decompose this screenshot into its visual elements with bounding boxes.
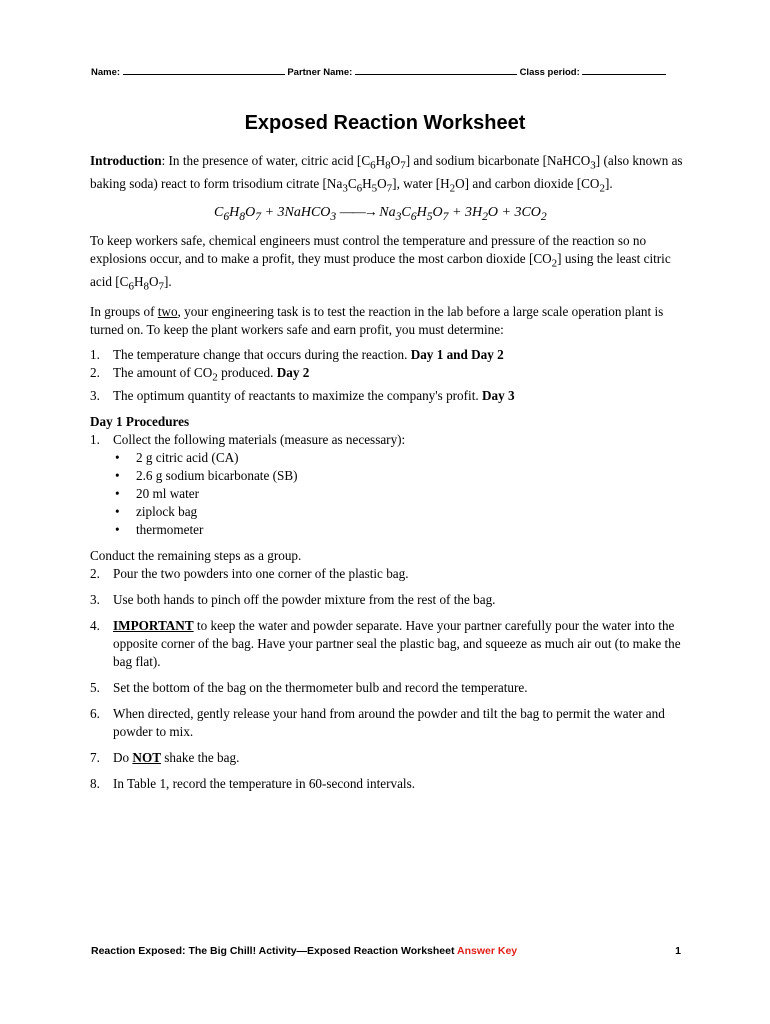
intro-text: ]. xyxy=(604,175,613,191)
bullet-icon: • xyxy=(115,468,120,483)
objective-text: The amount of CO xyxy=(113,365,213,381)
name-blank[interactable] xyxy=(123,65,285,75)
item-number: 5. xyxy=(90,680,100,695)
class-period-blank[interactable] xyxy=(582,65,666,75)
name-label: Name: xyxy=(91,67,121,78)
material-text: 2 g citric acid (CA) xyxy=(136,450,239,465)
intro-text: ] and sodium bicarbonate [NaHCO xyxy=(405,153,591,168)
intro-text: O] and carbon dioxide [CO xyxy=(455,175,600,191)
procedure-step-5 xyxy=(90,679,690,697)
step-text: Use both hands to pinch off the powder mixture from the rest of the bag. xyxy=(113,592,496,607)
item-number: 6. xyxy=(90,706,100,721)
material-text: ziplock bag xyxy=(136,504,198,519)
subscript: 2 xyxy=(212,372,218,384)
bullet-icon: • xyxy=(115,504,120,519)
procedure-step-2 xyxy=(90,565,690,583)
important-label: IMPORTANT xyxy=(113,618,194,633)
material-item xyxy=(113,485,690,503)
intro-text: ], water [H xyxy=(392,175,450,191)
bullet-icon: • xyxy=(115,522,120,537)
class-period-label: Class period: xyxy=(519,67,580,78)
item-number: 1. xyxy=(90,347,100,363)
page-number: 1 xyxy=(675,945,681,957)
item-number: 4. xyxy=(90,618,100,633)
procedures-heading xyxy=(90,413,690,431)
reaction-arrow-icon: ——→ xyxy=(339,205,376,221)
procedure-step-3 xyxy=(90,591,690,609)
step-text: When directed, gently release your hand from around the powder and tilt the bag to permit the water and powder to mix. xyxy=(113,706,665,739)
procedure-step-7 xyxy=(90,749,690,767)
footer-text: Reaction Exposed: The Big Chill! Activity—Exposed Reaction Worksheet xyxy=(91,945,458,957)
procedure-step-1 xyxy=(90,431,690,449)
objective-text: produced. xyxy=(217,365,277,381)
safety-paragraph: To keep workers safe, chemical engineers must control the temperature and pressure of the reaction so no explosions occur, and to make a profit, they must produce the most carbon dioxide $[CO_2]$ using the least citric acid $[C_6H_8O_7]$. xyxy=(90,233,671,293)
item-number: 3. xyxy=(90,592,100,607)
material-text: 20 ml water xyxy=(136,486,199,501)
material-item xyxy=(113,467,690,485)
worksheet-body xyxy=(90,152,690,793)
objectives-list xyxy=(90,346,690,405)
materials-list xyxy=(90,449,690,539)
step-text: Collect the following materials (measure as necessary): xyxy=(113,432,406,447)
step-text: to keep the water and powder separate. Have your partner carefully pour the water into the opposite corner of the bag. Have your partner seal the plastic bag, and squeeze as much air out (to make the bag flat). xyxy=(113,618,681,669)
material-text: 2.6 g sodium bicarbonate (SB) xyxy=(136,468,298,483)
page-footer xyxy=(91,945,681,957)
safety-text: ] using the least citric acid [C xyxy=(90,251,671,289)
answer-key-label: Answer Key xyxy=(457,945,518,957)
bullet-icon: • xyxy=(115,486,120,501)
introduction-label: Introduction xyxy=(90,153,162,168)
worksheet-header xyxy=(91,65,681,78)
procedures-heading-text: Day 1 Procedures xyxy=(90,414,190,429)
partner-name-label: Partner Name: xyxy=(287,67,353,78)
step-text: Pour the two powders into one corner of the plastic bag. xyxy=(113,566,409,581)
objective-item xyxy=(90,364,690,387)
task-text: In groups of xyxy=(90,304,158,320)
not-emphasis: NOT xyxy=(132,750,161,765)
intro-text: : In the presence of water, citric acid [C xyxy=(161,153,371,168)
step-text: Do xyxy=(113,750,133,765)
material-item xyxy=(113,449,690,467)
item-number: 8. xyxy=(90,776,100,791)
task-paragraph xyxy=(90,303,690,339)
page-title: Exposed Reaction Worksheet xyxy=(244,112,526,134)
procedure-step-6 xyxy=(90,705,690,741)
material-item xyxy=(113,503,690,521)
item-number: 7. xyxy=(90,750,100,765)
item-number: 2. xyxy=(90,566,100,581)
material-item xyxy=(113,521,690,539)
step-text: In Table 1, record the temperature in 60-second intervals. xyxy=(113,776,416,791)
task-text: , your engineering task is to test the reaction in the lab before a large scale operation plant is turned on. To keep the plant workers safe and earn profit, you must determine: xyxy=(90,304,664,338)
intro-text: ] (also known as baking soda) react to form trisodium citrate [Na xyxy=(90,153,683,191)
group-note: Conduct the remaining steps as a group. xyxy=(90,548,302,563)
objective-text: The optimum quantity of reactants to maximize the company's profit. xyxy=(113,388,482,403)
objective-day: Day 1 and Day 2 xyxy=(410,347,504,363)
procedure-step-8 xyxy=(90,775,690,793)
objective-item xyxy=(90,387,690,405)
introduction-paragraph: Introduction: In the presence of water, citric acid $[C_6H_8O_7]$ and sodium bicarbonate [NaHCO$_3$] (also known as baking soda) react to form trisodium citrate $[Na_3C_6H_5O_7]$, water $[H_2O]$ and carbon dioxide $[CO_2]$. xyxy=(90,153,683,195)
objective-day: Day 3 xyxy=(481,388,515,403)
chemical-equation: $C_6H_8O_7$ + 3NaHCO$_3$ ——→ $Na_3C_6H_5O_7 + 3H_2O + 3CO_2$ xyxy=(214,205,547,224)
item-number: 2. xyxy=(90,365,100,381)
procedure-step-4 xyxy=(90,617,690,671)
objective-text: The temperature change that occurs during the reaction. xyxy=(113,347,411,363)
task-underlined: two xyxy=(157,304,178,320)
bullet-icon: • xyxy=(115,450,120,465)
step-text: Set the bottom of the bag on the thermometer bulb and record the temperature. xyxy=(113,680,528,695)
safety-text: ]. xyxy=(164,273,172,289)
step-text: shake the bag. xyxy=(161,750,240,765)
item-number: 3. xyxy=(90,388,100,403)
objective-day: Day 2 xyxy=(276,365,310,381)
partner-name-blank[interactable] xyxy=(355,65,517,75)
item-number: 1. xyxy=(90,432,100,447)
safety-text: To keep workers safe, chemical engineers must control the temperature and pressure of the reaction so no explosions occur, and to make a profit, they must produce the most carbon dioxide [CO xyxy=(90,233,647,267)
objective-item xyxy=(90,346,690,364)
material-text: thermometer xyxy=(136,522,204,537)
